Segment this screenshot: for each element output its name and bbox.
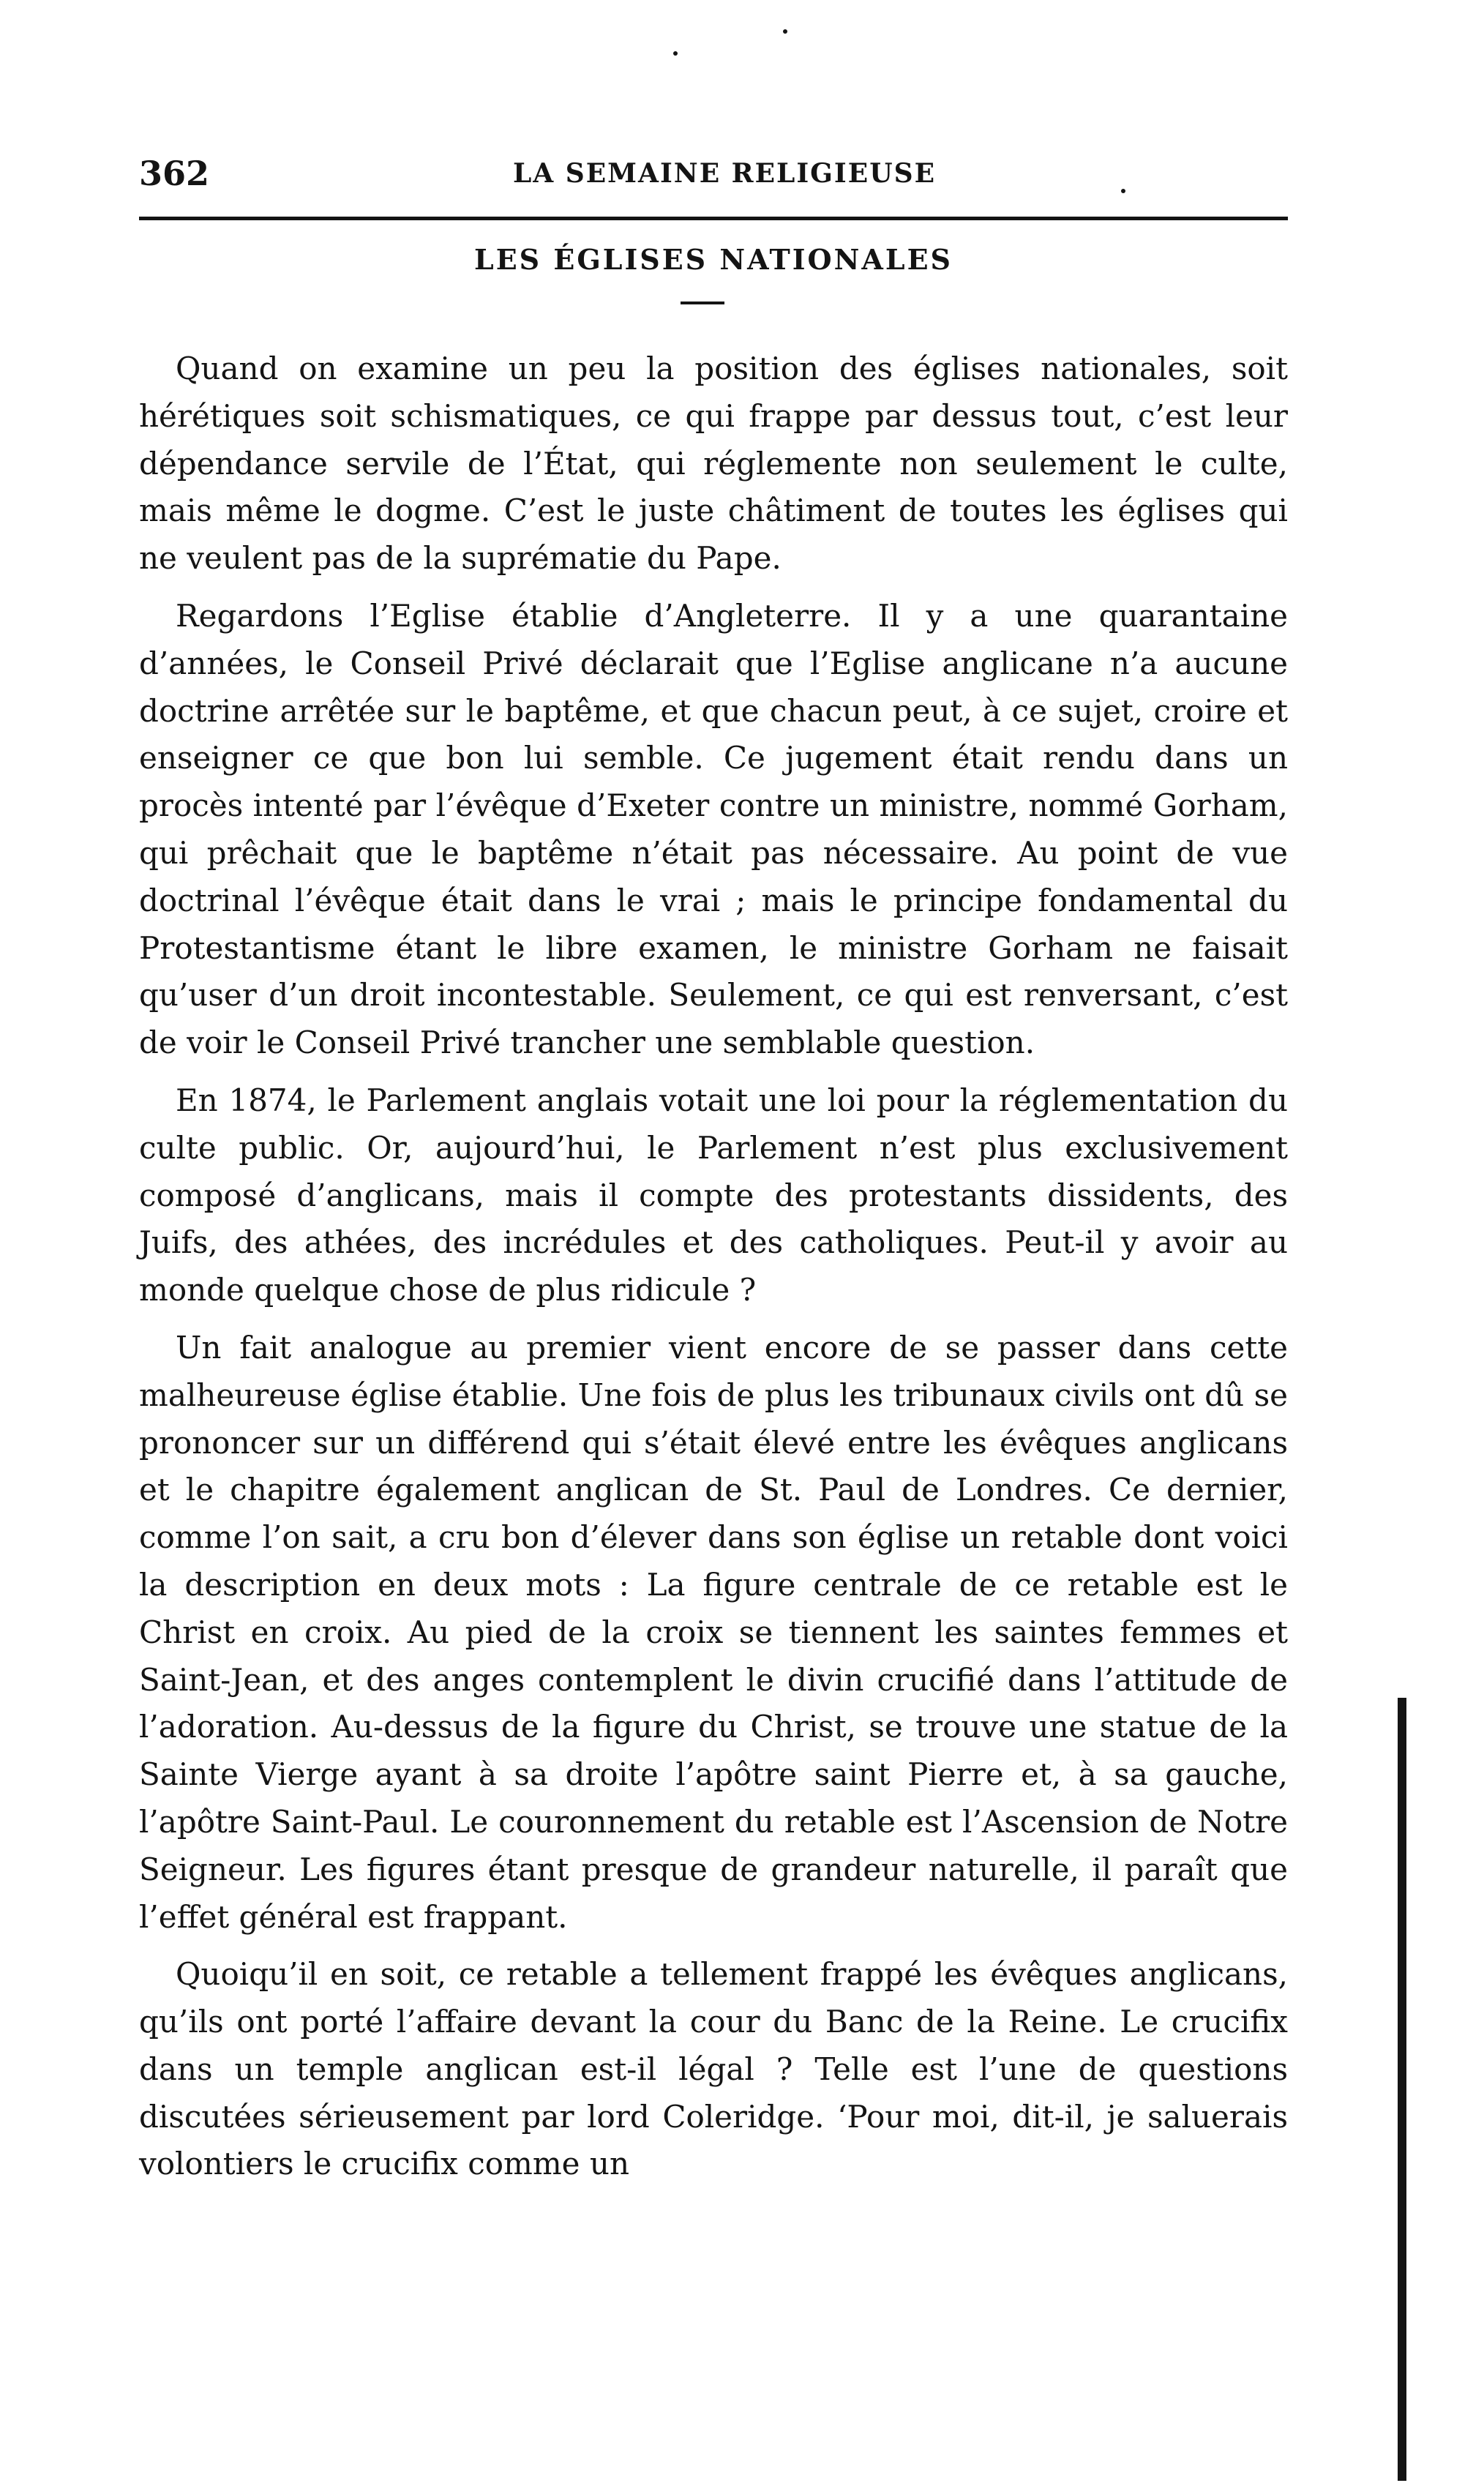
paragraph: En 1874, le Parlement anglais votait une loi pour la réglementation du culte public. Or, aujourd’hui, le Parlement n’est plus exclusivement composé d’anglicans, mais il compte des protestants dissidents, des Juifs, des athées, des incrédules et des catholiques. Peut-il y avoir au monde quelque chose de plus ridicule ? [139, 1082, 1288, 1308]
article-body [139, 345, 1288, 2198]
paragraph: Un fait analogue au premier vient encore de se passer dans cette malheureuse église établie. Une fois de plus les tribunaux civils ont dû se prononcer sur un différend qui s’était élevé entre les évêques anglicans et le chapitre également anglican de St. Paul de Londres. Ce dernier, comme l’on sait, a cru bon d’élever dans son église un retable dont voici la description en deux mots : La figure centrale de ce retable est le Christ en croix. Au pied de la croix se tiennent les saintes femmes et Saint-Jean, et des anges contemplent le divin crucifié dans l’attitude de l’adoration. Au-dessus de la figure du Christ, se trouve une statue de la Sainte Vierge ayant à sa droite l’apôtre saint Pierre et, à sa gauche, l’apôtre Saint-Paul. Le couronnement du retable est l’Ascension de Notre Seigneur. Les figures étant presque de grandeur naturelle, il paraît que l’effet général est frappant. [139, 1329, 1288, 1935]
paragraph: Regardons l’Eglise établie d’Angleterre. Il y a une quarantaine d’années, le Conseil Privé déclarait que l’Eglise anglicane n’a aucune doctrine arrêtée sur le baptême, et que chacun peut, à ce sujet, croire et enseigner ce que bon lui semble. Ce jugement était rendu dans un procès intenté par l’évêque d’Exeter contre un ministre, nommé Gorham, qui prêchait que le baptême n’était pas nécessaire. Au point de vue doctrinal l’évêque était dans le vrai ; mais le principe fondamental du Protestantisme étant le libre examen, le ministre Gorham ne faisait qu’user d’un droit incontestable. Seulement, ce qui est renversant, c’est de voir le Conseil Privé trancher une semblable question. [139, 597, 1288, 1061]
scan-edge-shadow [1398, 1698, 1406, 2481]
page-number: 362 [139, 154, 210, 193]
header-rule [139, 217, 1288, 220]
paragraph: Quoiqu’il en soit, ce retable a tellement frappé les évêques anglicans, qu’ils ont porté l’affaire devant la cour du Banc de la Reine. Le crucifix dans un temple anglican est-il légal ? Telle est l’une de questions discutées sérieusement par lord Coleridge. ‘Pour moi, dit-il, je saluerais volontiers le crucifix comme un [139, 1956, 1288, 2182]
print-speck [783, 29, 787, 34]
title-rule [681, 302, 724, 304]
article-title: LES ÉGLISES NATIONALES [474, 243, 953, 276]
print-speck [673, 51, 678, 56]
running-title: LA SEMAINE RELIGIEUSE [512, 158, 937, 189]
print-speck [1121, 189, 1125, 193]
paragraph: Quand on examine un peu la position des églises nationales, soit hérétiques soit schismatiques, ce qui frappe par dessus tout, c’est leur dépendance servile de l’État, qui réglemente non seulement le culte, mais même le dogme. C’est le juste châtiment de toutes les églises qui ne veulent pas de la suprématie du Pape. [139, 351, 1288, 577]
